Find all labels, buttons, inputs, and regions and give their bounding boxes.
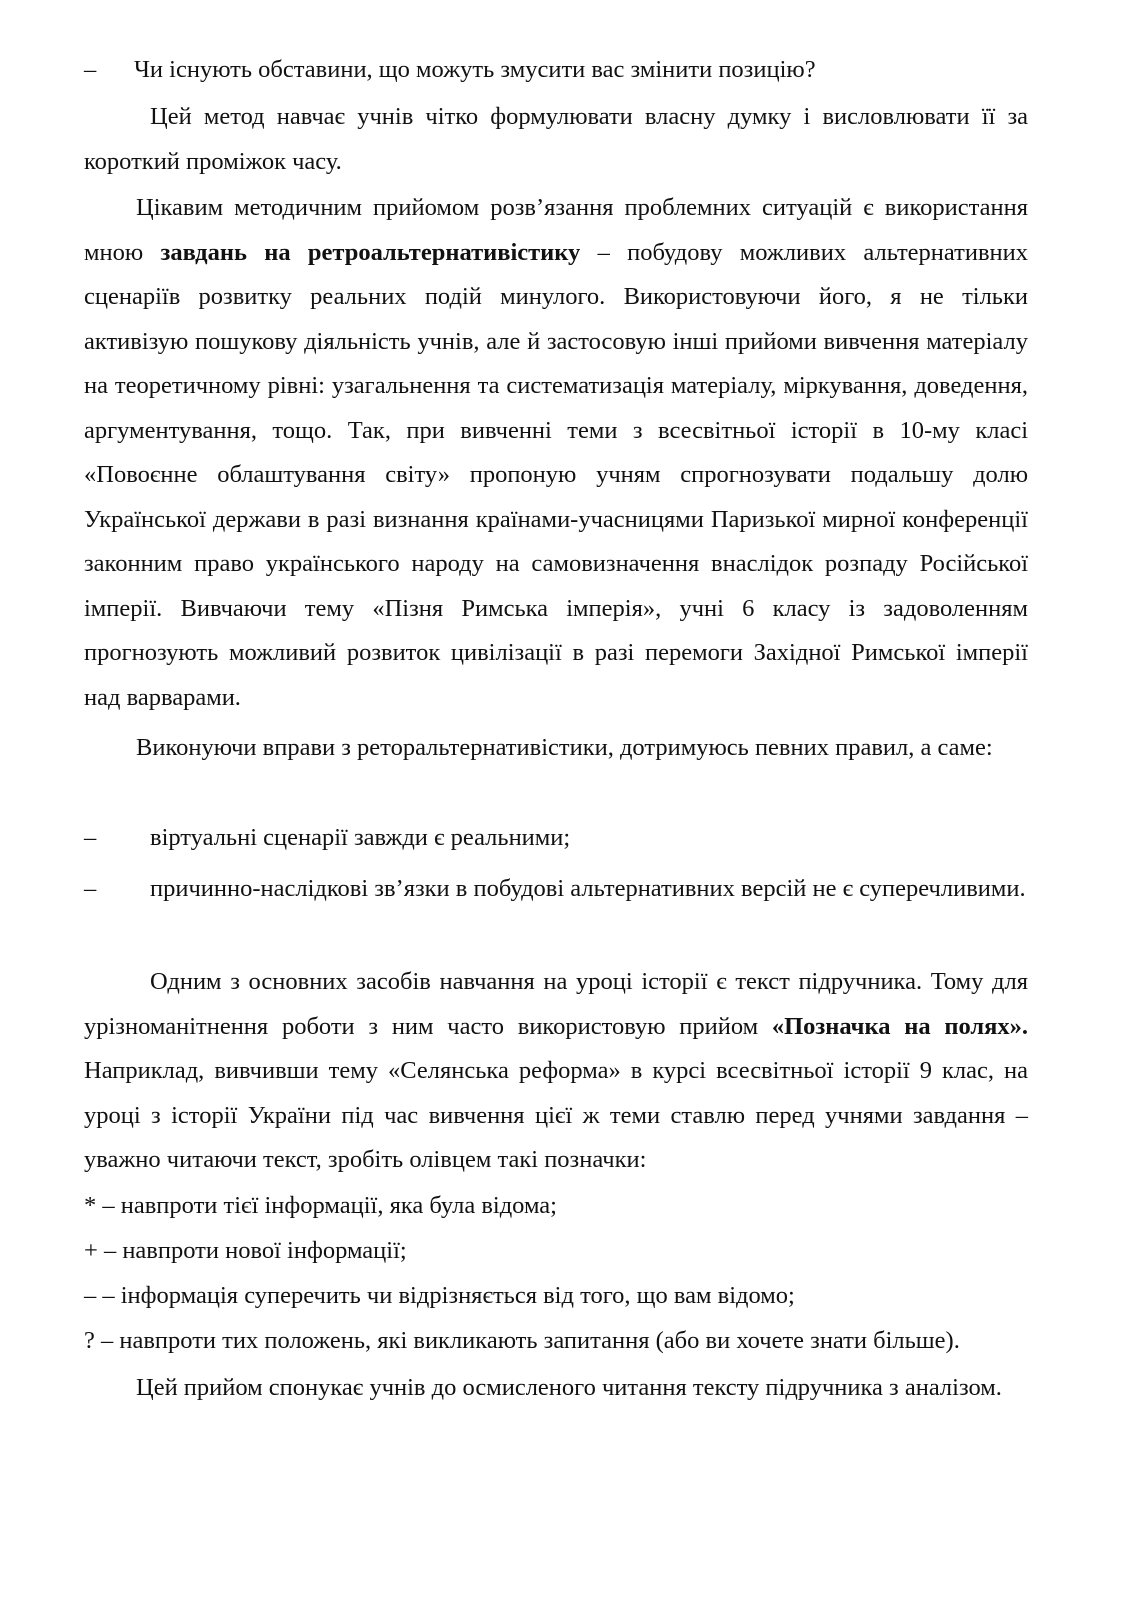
dash-marker: – (84, 56, 97, 83)
question-text: Чи існують обставини, що можуть змусити вас змінити позицію? (134, 56, 816, 83)
rule-item-1 (84, 816, 1028, 861)
paragraph-method-line2 (84, 140, 1028, 185)
paragraph-method-text1: Цей метод навчає учнів чітко формулювати власну думку і висловлювати її за (150, 103, 1028, 130)
paragraph-margin-bold: «Позначка на полях». (771, 1012, 1029, 1040)
question-line (84, 48, 1028, 93)
paragraph-retro-intro: Цікавим методичним прийомом розв’язання проблемних ситуацій є використання мною (84, 194, 1028, 266)
paragraph-method-text2: короткий проміжок часу. (84, 148, 342, 175)
paragraph-rules-intro (84, 726, 1028, 771)
paragraph-rules-text: Виконуючи вправи з реторальтернативістики, дотримуюсь певних правил, а саме: (136, 734, 993, 761)
paragraph-method-line1 (84, 95, 1028, 140)
paragraph-retro-bold: завдань на ретроальтернативістику (160, 238, 581, 266)
paragraph-margin-rest: Наприклад, вивчивши тему «Селянська реформа» в курсі всесвітньої історії 9 клас, на уроці з історії України під час вивчення цієї ж теми ставлю перед учнями завдання – уважно читаючи текст, зробіть олівцем такі позначки: (84, 1057, 1028, 1173)
dash-marker: – (84, 875, 97, 902)
dash-marker: – (84, 824, 97, 851)
mark-item-4: ? – навпроти тих положень, які викликають запитання (або ви хочете знати більше). (84, 1327, 960, 1354)
paragraph-margin-intro: Одним з основних засобів навчання на уроці історії є текст підручника. Тому для урізноманітнення роботи з ним часто використовую прийом (84, 968, 1028, 1040)
mark-item-1: * – навпроти тієї інформації, яка була відома; (84, 1192, 557, 1219)
paragraph-margin-notes (84, 960, 1028, 1183)
paragraph-conclusion (84, 1366, 1028, 1411)
rule-item-1-text: віртуальні сценарії завжди є реальними; (150, 824, 571, 851)
mark-item-3: – – інформація суперечить чи відрізняється від того, що вам відомо; (84, 1282, 795, 1309)
rule-item-2-text: причинно-наслідкові зв’язки в побудові альтернативних версій не є суперечливими. (150, 875, 1026, 902)
mark-item-2: + – навпроти нової інформації; (84, 1237, 407, 1264)
paragraph-retro-rest: – побудову можливих альтернативних сценаріїв розвитку реальних подій минулого. Використовуючи його, я не тільки активізую пошукову діяльність учнів, але й застосовую інші прийоми вивчення матеріалу на теоретичному рівні: узагальнення та систематизація матеріалу, міркування, доведення, аргументування, тощо. Так, при вивченні теми з всесвітньої історії в 10-му класі «Повоєнне облаштування світу» пропоную учням спрогнозувати подальшу долю Української держави в разі визнання країнами-учасницями Паризької мирної конференції законним право українського народу на самовизначення внаслідок розпаду Російської імперії. Вивчаючи тему «Пізня Римська імперія», учні 6 класу із задоволенням прогнозують можливий розвиток цивілізації в разі перемоги Західної Римської імперії над варварами. (84, 238, 1028, 711)
paragraph-retroalternative (84, 186, 1028, 720)
paragraph-conclusion-text: Цей прийом спонукає учнів до осмисленого читання тексту підручника з аналізом. (136, 1374, 1002, 1401)
rule-item-2 (84, 867, 1028, 912)
